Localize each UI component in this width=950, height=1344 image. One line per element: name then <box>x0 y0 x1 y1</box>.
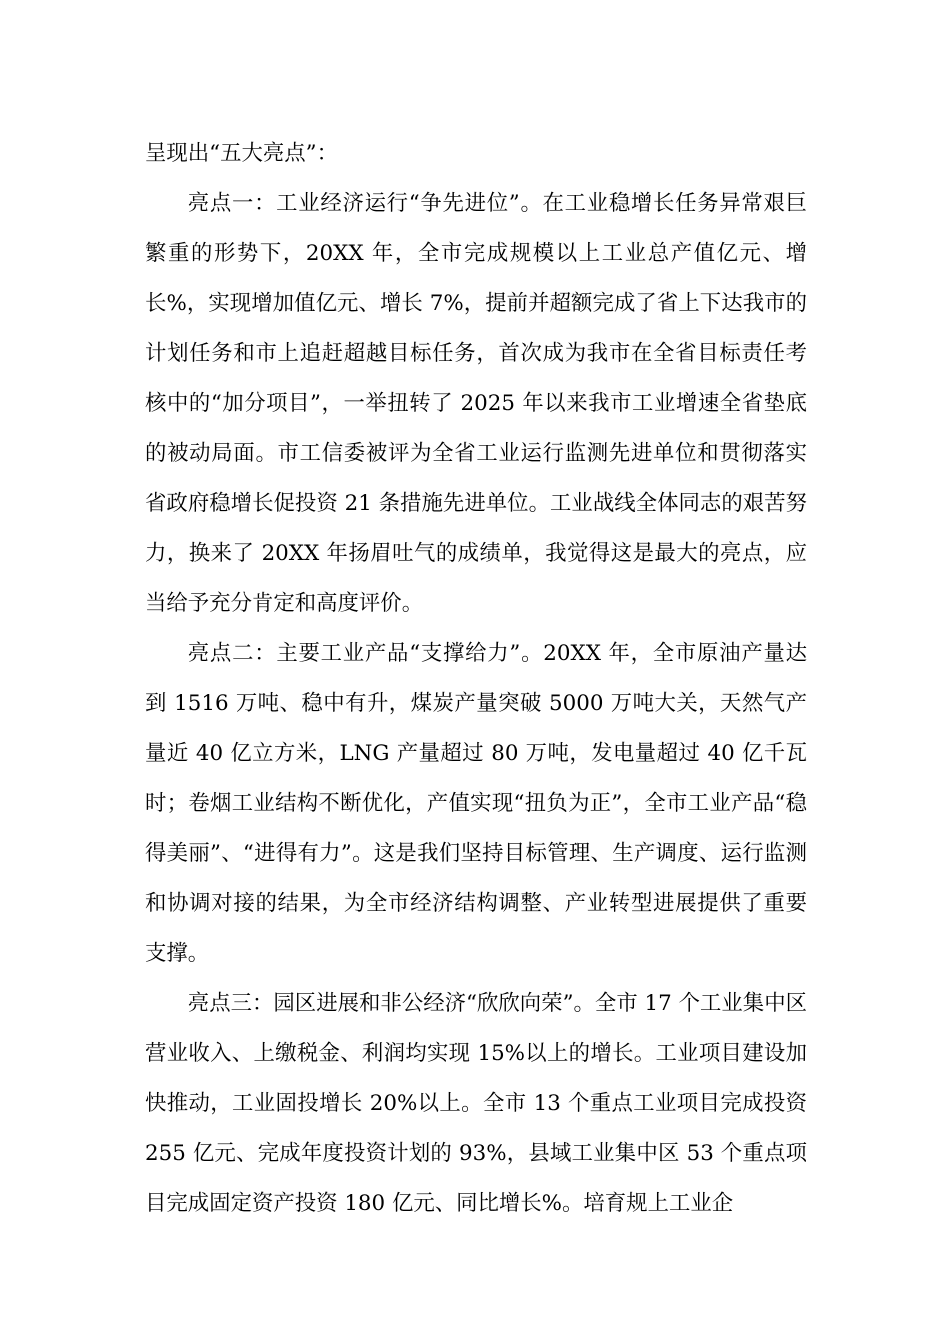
document-body <box>145 129 807 1229</box>
paragraph-highlight-one: 亮点一：工业经济运行“争先进位”。在工业稳增长任务异常艰巨繁重的形势下，20XX 年，全市完成规模以上工业总产值亿元、增长%，实现增加值亿元、增长 7%，提前并超额完成了省上下达我市的计划任务和市上追赶超越目标任务，首次成为我市在全省目标责任考核中的“加分项目”，一举扭转了 2025 年以来我市工业增速全省垫底的被动局面。市工信委被评为全省工业运行监测先进单位和贯彻落实省政府稳增长促投资 21 条措施先进单位。工业战线全体同志的艰苦努力，换来了 20XX 年扬眉吐气的成绩单，我觉得这是最大的亮点，应当给予充分肯定和高度评价。 <box>145 191 807 616</box>
paragraph-highlight-three: 亮点三：园区进展和非公经济“欣欣向荣”。全市 17 个工业集中区营业收入、上缴税金、利润均实现 15%以上的增长。工业项目建设加快推动，工业固投增长 20%以上。全市 13 个重点工业项目完成投资 255 亿元、完成年度投资计划的 93%，县域工业集中区 53 个重点项目完成固定资产投资 180 亿元、同比增长%。培育规上工业企 <box>145 991 807 1216</box>
paragraph-highlight-two: 亮点二：主要工业产品“支撑给力”。20XX 年，全市原油产量达到 1516 万吨、稳中有升，煤炭产量突破 5000 万吨大关，天然气产量近 40 亿立方米，LNG 产量超过 80 万吨，发电量超过 40 亿千瓦时；卷烟工业结构不断优化，产值实现“扭负为正”，全市工业产品“稳得美丽”、“进得有力”。这是我们坚持目标管理、生产调度、运行监测和协调对接的结果，为全市经济结构调整、产业转型进展提供了重要支撑。 <box>145 641 807 966</box>
paragraph-intro: 呈现出“五大亮点”： <box>145 141 338 166</box>
